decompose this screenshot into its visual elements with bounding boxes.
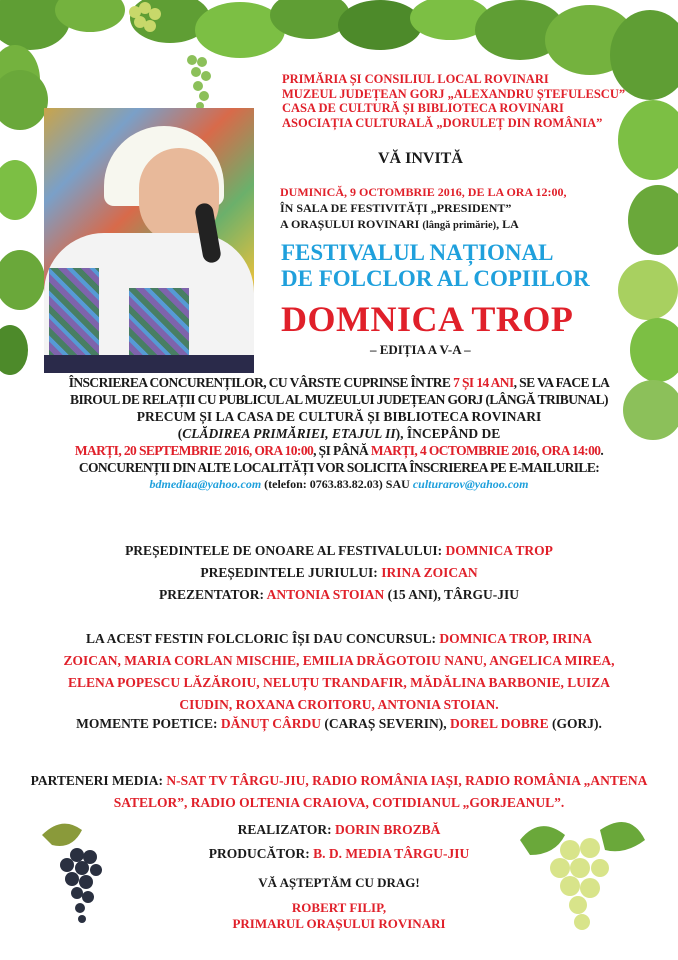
registration-info: ÎNSCRIEREA CONCURENȚILOR, CU VÂRSTE CUPRINSE ÎNTRE 7 ȘI 14 ANI, SE VA FACE LA BIROUL DE RELAȚII CU PUBLICUL AL MUZEULUI JUDEȚEAN GORJ (LÂNGĂ TRIBUNAL) PRECUM ȘI LA CASA DE CULTURĂ ȘI BIBLIOTECA ROVINARI (CLĂDIREA PRIMĂRIEI, ETAJUL II), ÎNCEPÂND DE MARȚI, 20 SEPTEMBRIE 2016, ORA 10:00, ȘI PÂNĂ MARȚI, 4 OCTOMBRIE 2016, ORA 14:00. CONCURENȚII DIN ALTE LOCALITĂȚI VOR SOLICITA ÎNSCRIEREA PE E-MAILURILE: bdmediaa@yahoo.com (telefon: 0763.83.82.03) SAU culturarov@yahoo.com (68, 375, 610, 491)
signature: ROBERT FILIP, PRIMARUL ORAȘULUI ROVINARI (232, 900, 446, 931)
realizator: REALIZATOR: DORIN BROZBĂ (237, 822, 441, 837)
event-date: DUMINICĂ, 9 OCTOMBRIE 2016, DE LA ORA 12:00, (280, 185, 567, 199)
contestants-list: LA ACEST FESTIN FOLCLORIC ÎȘI DAU CONCURSUL: DOMNICA TROP, IRINA ZOICAN, MARIA CORLAN MISCHIE, EMILIA DRĂGOTOIU NANU, ANGELICA MIREA, ELENA POPESCU LĂZĂROIU, NELUȚU TRANDAFIR, MĂDĂLINA BARBONIE, LUIZA CIUDIN, ROXANA CROITORU, ANTONIA STOIAN. (63, 631, 615, 712)
event-when-where (280, 184, 566, 234)
email-link-culturarov[interactable]: culturarov@yahoo.com (412, 477, 529, 491)
invite-heading: VĂ INVITĂ (378, 150, 463, 167)
festival-title: FESTIVALUL NAȚIONAL DE FOLCLOR AL COPIILOR (281, 240, 590, 291)
singer-photo (44, 108, 254, 373)
green-grapes-icon (510, 810, 650, 940)
organizer: MUZEUL JUDEȚEAN GORJ „ALEXANDRU ȘTEFULESCU” (282, 86, 626, 101)
organizers-list (282, 72, 625, 130)
role-honorary-president: PREȘEDINTELE DE ONOARE AL FESTIVALULUI: DOMNICA TROP (125, 543, 553, 558)
edition-label: – EDIȚIA A V-A – (370, 342, 471, 357)
closing-message: VĂ AȘTEPTĂM CU DRAG! (258, 875, 420, 890)
organizer: CASA DE CULTURĂ ȘI BIBLIOTECA ROVINARI (282, 101, 564, 115)
producator: PRODUCĂTOR: B. D. MEDIA TÂRGU-JIU (208, 846, 470, 861)
organizer: ASOCIAȚIA CULTURALĂ „DORULEȚ DIN ROMÂNIA” (282, 115, 603, 130)
role-jury-president: PREȘEDINTELE JURIULUI: IRINA ZOICAN (200, 565, 478, 580)
event-place: A ORAȘULUI ROVINARI (lângă primărie), LA (280, 217, 519, 231)
poetic-moments: MOMENTE POETICE: DĂNUȚ CÂRDU (CARAȘ SEVERIN), DOREL DOBRE (GORJ). (76, 716, 602, 731)
event-venue: ÎN SALA DE FESTIVITĂȚI „PRESIDENT” (280, 201, 512, 215)
festival-roles (0, 540, 678, 606)
email-link-bdmedia[interactable]: bdmediaa@yahoo.com (149, 477, 262, 491)
belt (44, 355, 254, 373)
embroidery-pattern (49, 268, 99, 358)
role-presenter: PREZENTATOR: ANTONIA STOIAN (15 ANI), TÂRGU-JIU (158, 587, 520, 602)
festival-name: DOMNICA TROP (281, 299, 574, 339)
media-partners: PARTENERI MEDIA: N-SAT TV TÂRGU-JIU, RADIO ROMÂNIA IAȘI, RADIO ROMÂNIA „ANTENA SATELOR”, RADIO OLTENIA CRAIOVA, COTIDIANUL „GORJEANUL”. (30, 773, 648, 810)
organizer: PRIMĂRIA ȘI CONSILIUL LOCAL ROVINARI (282, 72, 549, 86)
embroidery-pattern (129, 288, 189, 358)
dark-grapes-icon (22, 815, 132, 930)
